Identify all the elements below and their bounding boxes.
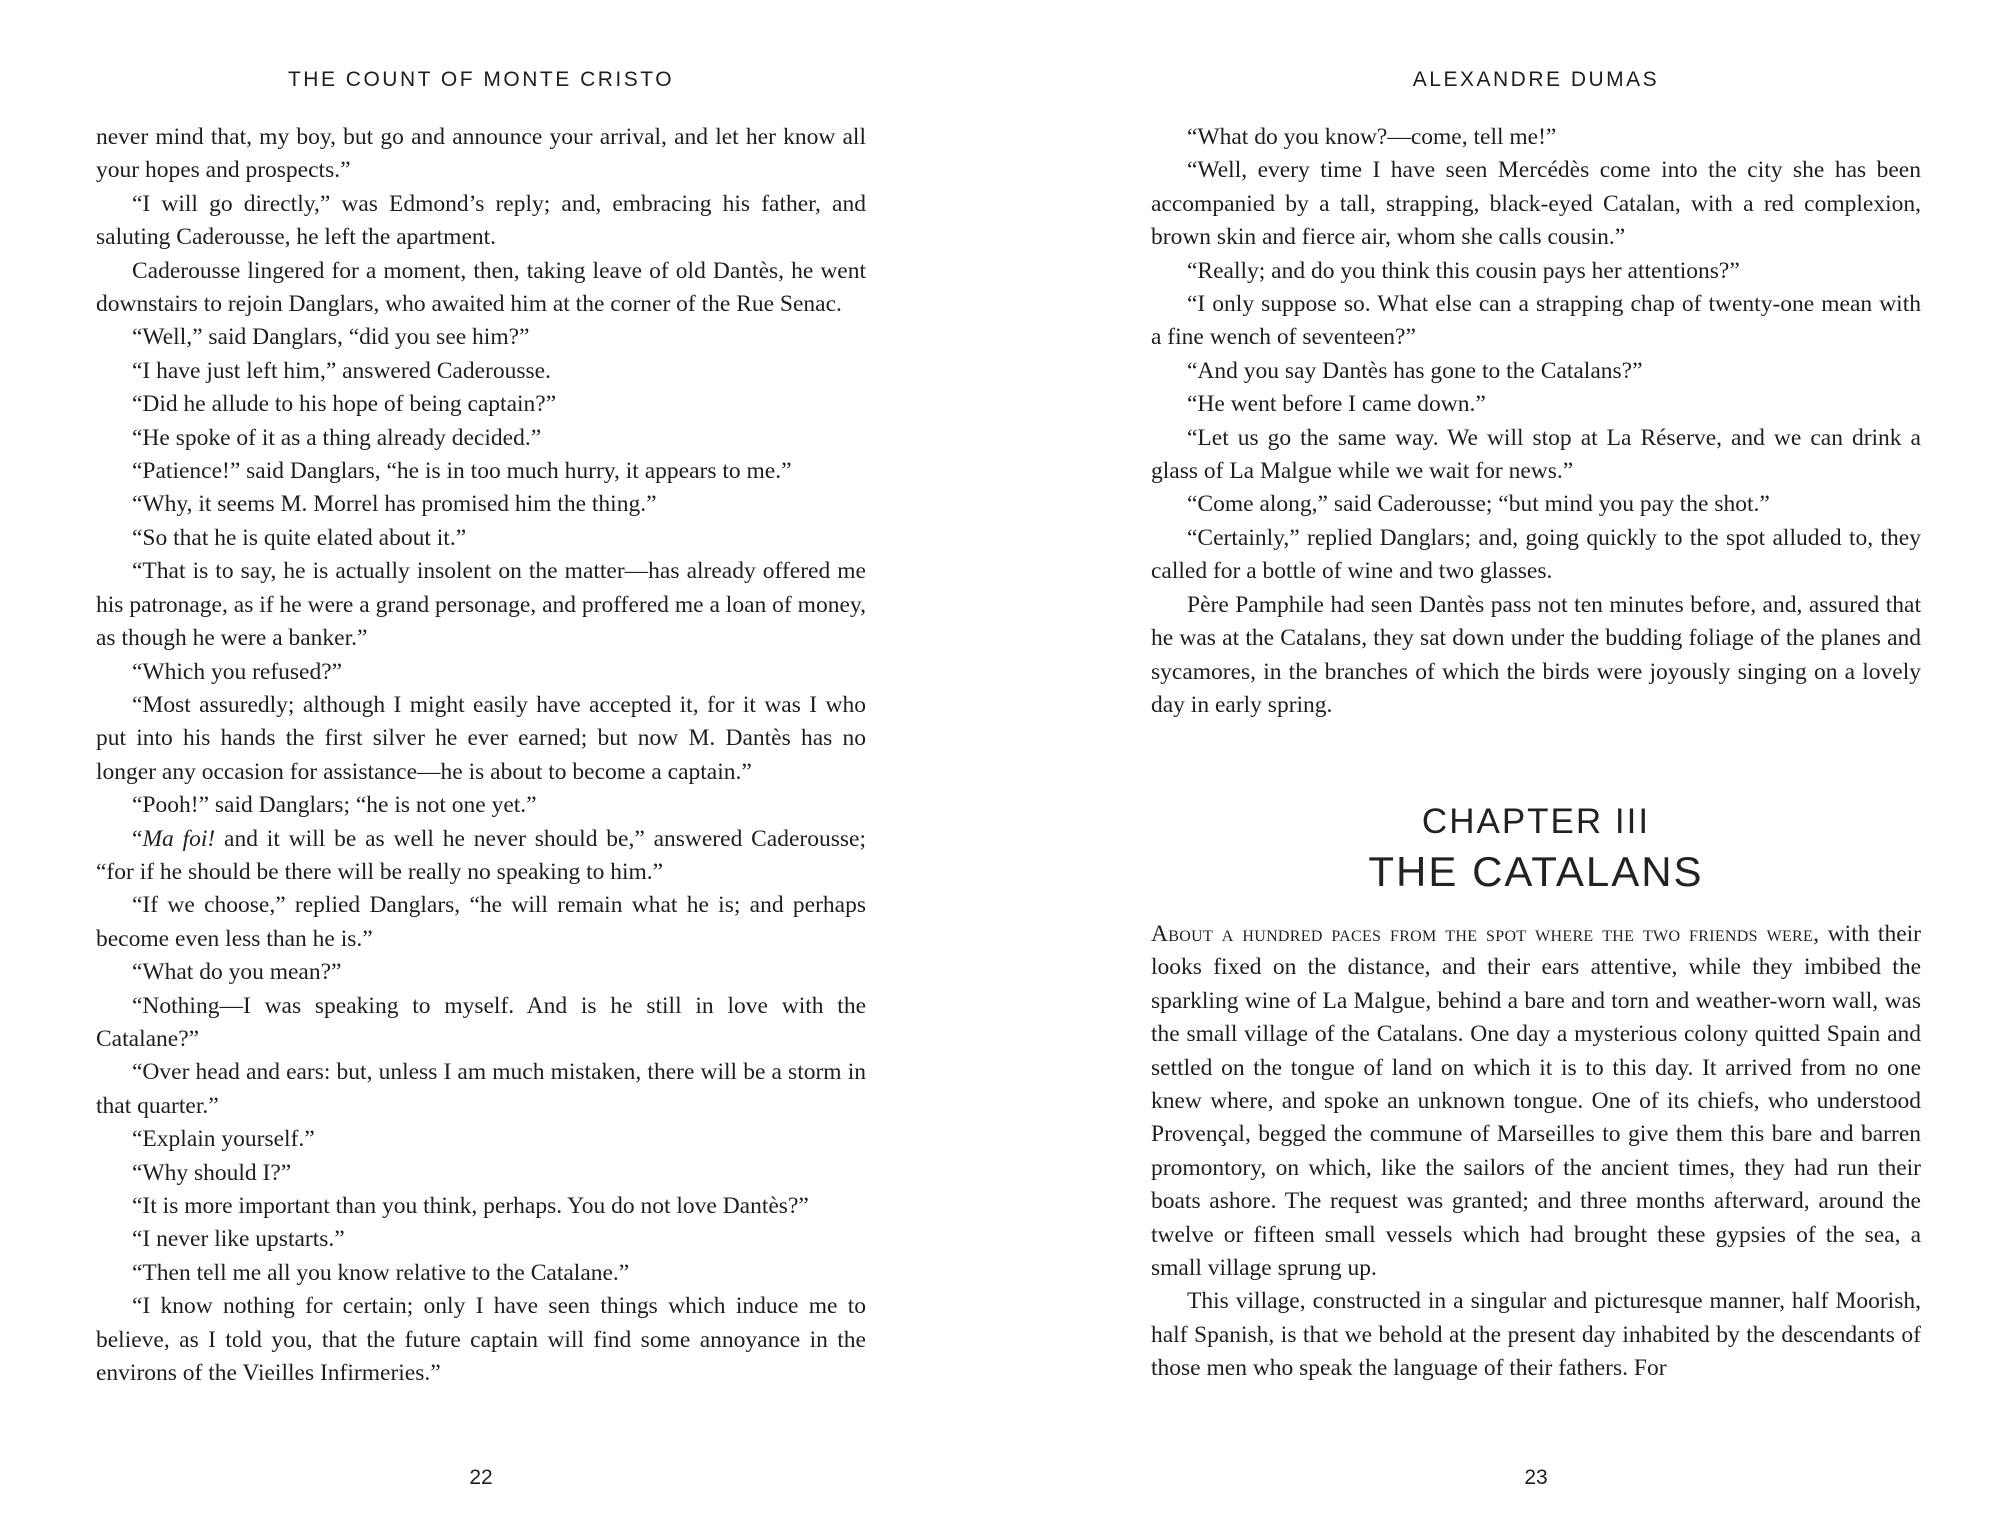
paragraph: “Really; and do you think this cousin pays her attentions?” xyxy=(1187,257,1740,284)
paragraph: “Explain yourself.” xyxy=(132,1126,315,1153)
chapter-heading xyxy=(1151,800,1921,898)
paragraph: “He spoke of it as a thing already decided.” xyxy=(132,424,542,451)
paragraph: “Pooh!” said Danglars; “he is not one yet.” xyxy=(132,792,537,819)
chapter-title: THE CATALANS xyxy=(1368,848,1704,895)
paragraph: “I will go directly,” was Edmond’s reply; and, embracing his father, and saluting Caderousse, he left the apartment. xyxy=(96,190,866,251)
paragraph: “Why should I?” xyxy=(132,1159,292,1186)
chapter-lead-in: About a hundred paces from the spot where the two friends were, xyxy=(1151,921,1820,947)
paragraph: “Nothing—I was speaking to myself. And is he still in love with the Catalane?” xyxy=(96,992,866,1052)
paragraph: “Why, it seems M. Morrel has promised him the thing.” xyxy=(132,491,657,518)
quote-mark: “ xyxy=(132,825,143,852)
page-number: 23 xyxy=(1524,1466,1548,1489)
paragraph: “Let us go the same way. We will stop at La Réserve, and we can drink a glass of La Malgue while we wait for news.” xyxy=(1151,424,1921,485)
right-body-text xyxy=(1151,121,1921,722)
paragraph: “If we choose,” replied Danglars, “he will remain what he is; and perhaps become even less than he is.” xyxy=(96,892,866,952)
paragraph: “Patience!” said Danglars, “he is in too much hurry, it appears to me.” xyxy=(132,458,792,485)
paragraph: “What do you know?—come, tell me!” xyxy=(1187,124,1557,150)
paragraph: “I only suppose so. What else can a strapping chap of twenty-one mean with a fine wench of seventeen?” xyxy=(1151,291,1921,351)
paragraph: never mind that, my boy, but go and announce your arrival, and let her know all your hopes and prospects.” xyxy=(96,124,866,184)
running-head-author: ALEXANDRE DUMAS xyxy=(1412,68,1660,91)
paragraph: “Well, every time I have seen Mercédès come into the city she has been accompanied by a tall, strapping, black-eyed Catalan, with a red complexion, brown skin and fierce air, whom she calls cousin.” xyxy=(1151,157,1921,251)
paragraph: “That is to say, he is actually insolent on the matter—has already offered me his patronage, as if he were a grand personage, and proffered me a loan of money, as though he were a banker.” xyxy=(96,558,866,652)
paragraph-rest: and it will be as well he never should be,” answered Caderousse; “for if he should be there will be really no speaking to him.” xyxy=(96,825,866,885)
chapter-body-text xyxy=(1151,918,1921,1386)
chapter-number: CHAPTER III xyxy=(1421,802,1651,841)
paragraph: “I know nothing for certain; only I have seen things which induce me to believe, as I told you, that the future captain will find some annoyance in the environs of the Vieilles Infirmeries.” xyxy=(96,1293,866,1387)
paragraph-ma-foi xyxy=(96,823,866,890)
paragraph: “I have just left him,” answered Caderousse. xyxy=(132,357,551,384)
paragraph: “What do you mean?” xyxy=(132,959,342,986)
paragraph: “Did he allude to his hope of being captain?” xyxy=(132,391,557,418)
paragraph: Caderousse lingered for a moment, then, taking leave of old Dantès, he went downstairs to rejoin Danglars, who awaited him at the corner of the Rue Senac. xyxy=(96,257,866,318)
paragraph: “He went before I came down.” xyxy=(1187,391,1486,418)
paragraph: “So that he is quite elated about it.” xyxy=(132,524,467,551)
paragraph: “I never like upstarts.” xyxy=(132,1226,345,1253)
paragraph: “Most assuredly; although I might easily have accepted it, for it was I who put into his hands the first silver he ever earned; but now M. Dantès has no longer any occasion for assistance—he is about to become a captain.” xyxy=(96,691,866,785)
left-page xyxy=(96,0,866,1524)
page-number: 22 xyxy=(469,1466,493,1489)
paragraph: “Well,” said Danglars, “did you see him?” xyxy=(132,324,530,351)
left-body-text xyxy=(96,121,866,1390)
paragraph: “Certainly,” replied Danglars; and, going quickly to the spot alluded to, they called for a bottle of wine and two glasses. xyxy=(1151,524,1921,585)
paragraph: “Come along,” said Caderousse; “but mind you pay the shot.” xyxy=(1187,491,1770,518)
paragraph: “It is more important than you think, perhaps. You do not love Dantès?” xyxy=(132,1193,809,1219)
paragraph-rest: with their looks fixed on the distance, and their ears attentive, while they imbibed the sparkling wine of La Malgue, behind a bare and torn and weather-worn wall, was the small village of the Catalans. One day a mysterious colony quitted Spain and settled on the tongue of land on which it is to this day. It arrived from no one knew where, and spoke an unknown tongue. One of its chiefs, who understood Provençal, begged the commune of Marseilles to give them this bare and barren promontory, on which, like the sailors of the ancient times, they had run their boats ashore. The request was granted; and three months afterward, around the twelve or fifteen small vessels which had brought these gypsies of the sea, a small village sprung up. xyxy=(1151,921,1921,1282)
paragraph: “Over head and ears: but, unless I am much mistaken, there will be a storm in that quarter.” xyxy=(96,1059,866,1119)
paragraph: Père Pamphile had seen Dantès pass not ten minutes before, and, assured that he was at the Catalans, they sat down under the budding foliage of the planes and sycamores, in the branches of which the birds were joyously singing on a lovely day in early spring. xyxy=(1151,591,1921,718)
italic-phrase: Ma foi! xyxy=(142,825,216,852)
paragraph: “Which you refused?” xyxy=(132,658,343,685)
running-head-book-title: THE COUNT OF MONTE CRISTO xyxy=(287,68,675,91)
right-page xyxy=(1151,0,1921,1524)
paragraph: “Then tell me all you know relative to the Catalane.” xyxy=(132,1259,630,1286)
paragraph: “And you say Dantès has gone to the Catalans?” xyxy=(1187,357,1643,384)
paragraph: This village, constructed in a singular and picturesque manner, half Moorish, half Spanish, is that we behold at the present day inhabited by the descendants of those men who speak the language of their fathers. For xyxy=(1151,1288,1921,1382)
chapter-first-paragraph xyxy=(1151,918,1921,1285)
